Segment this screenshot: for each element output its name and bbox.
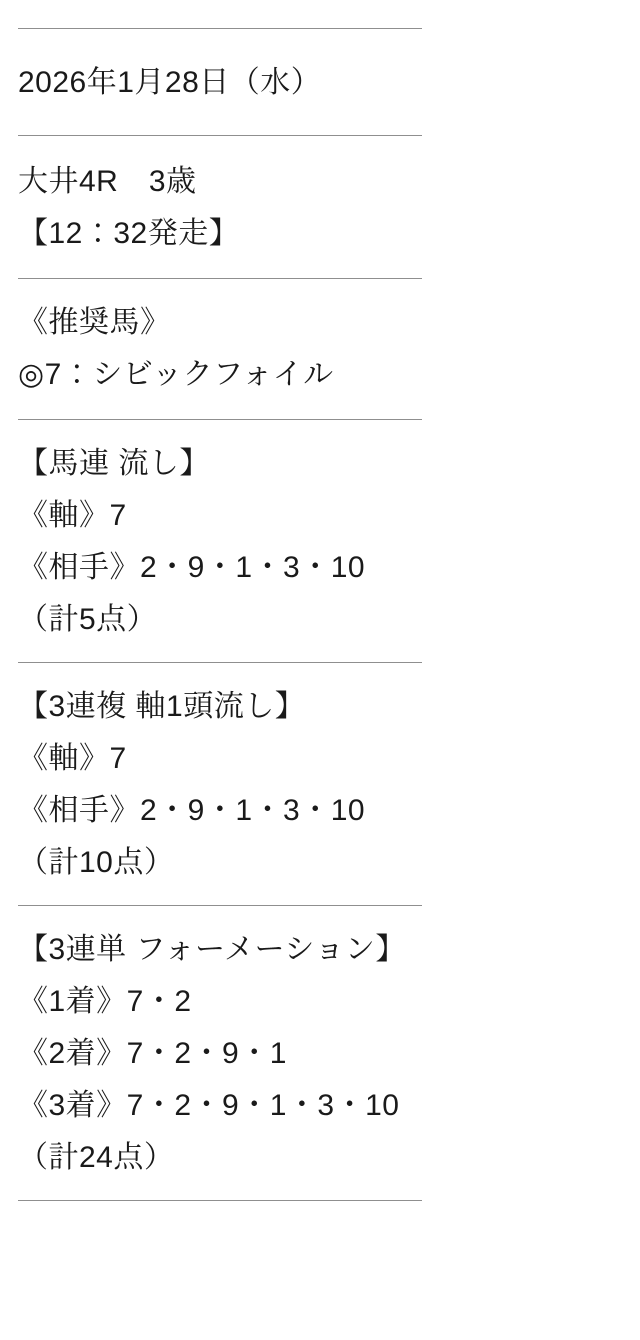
bet-line: 《相手》2・9・1・3・10 — [18, 794, 366, 827]
bet-line: 《軸》7 — [18, 742, 127, 775]
bet-line: （計10点） — [18, 846, 175, 879]
bet-line: 《3着》7・2・9・1・3・10 — [18, 1089, 400, 1122]
bet-line: （計5点） — [18, 603, 158, 636]
divider-bottom — [18, 1200, 422, 1201]
bet-line: 《軸》7 — [18, 499, 127, 532]
top-spacer — [18, 0, 622, 28]
bet-heading: 【3連複 軸1頭流し】 — [18, 690, 306, 723]
race-block — [18, 136, 622, 278]
bet-block-sanrentan — [18, 906, 622, 1200]
race-date: 2026年1月28日（水） — [18, 66, 322, 99]
bet-heading: 【3連単 フォーメーション】 — [18, 933, 406, 966]
recommend-heading: 《推奨馬》 — [18, 306, 171, 339]
bet-block-sanrenpuku — [18, 663, 622, 905]
bet-line: 《1着》7・2 — [18, 985, 192, 1018]
race-title: 大井4R 3歳 — [18, 165, 197, 198]
recommend-horse: ◎7：シビックフォイル — [18, 358, 334, 391]
bet-block-umaren — [18, 420, 622, 662]
bet-heading: 【馬連 流し】 — [18, 447, 210, 480]
recommended-horse-block — [18, 279, 622, 419]
race-post-time: 【12：32発走】 — [18, 217, 240, 250]
bet-line: 《相手》2・9・1・3・10 — [18, 551, 366, 584]
date-block — [18, 29, 622, 135]
bet-line: 《2着》7・2・9・1 — [18, 1037, 287, 1070]
bet-line: （計24点） — [18, 1141, 175, 1174]
